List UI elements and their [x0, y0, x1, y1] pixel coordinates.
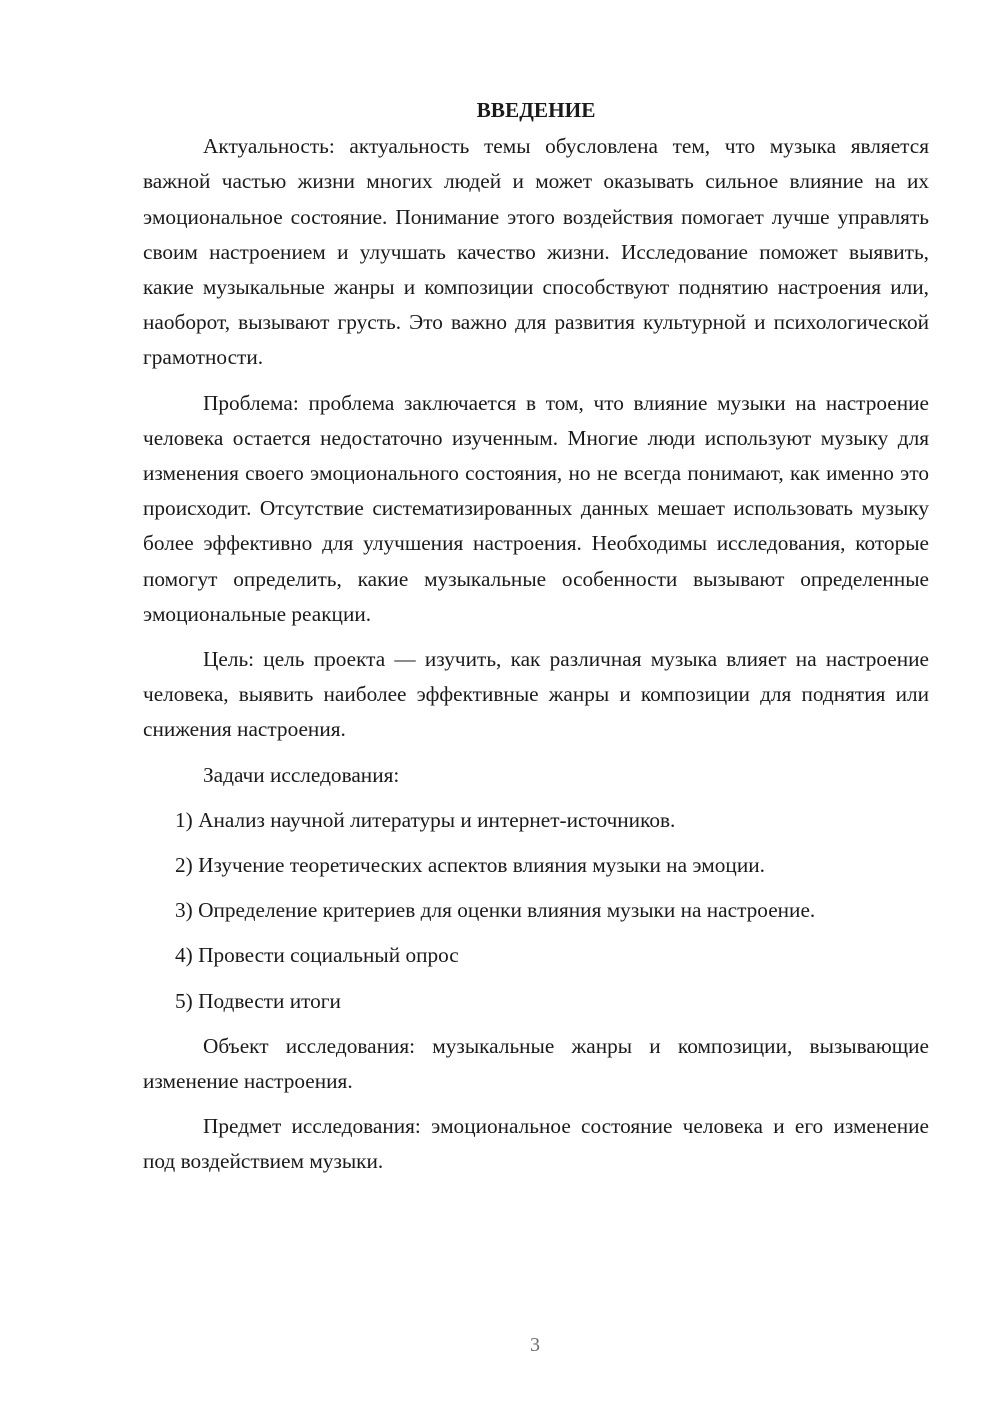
task-item: 4) Провести социальный опрос: [175, 943, 459, 968]
goal-paragraph: Цель: цель проекта — изучить, как различная музыка влияет на настроение человека, выявить наиболее эффективные жанры и композиции для поднятия или снижения настроения.: [143, 647, 929, 742]
page-number: 3: [530, 1334, 540, 1356]
tasks-heading: Задачи исследования:: [203, 762, 400, 787]
section-title: ВВЕДЕНИЕ: [476, 98, 596, 122]
task-item: 1) Анализ научной литературы и интернет-источников.: [175, 807, 676, 832]
object-paragraph: Объект исследования: музыкальные жанры и композиции, вызывающие изменение настроения.: [143, 1033, 929, 1094]
relevance-paragraph: Актуальность: актуальность темы обусловлена тем, что музыка является важной частью жизни многих людей и может оказывать сильное влияние на их эмоциональное состояние. Понимание этого воздействия помогает лучше управлять своим настроением и улучшать качество жизни. Исследование поможет выявить, какие музыкальные жанры и композиции способствуют поднятию настроения или, наоборот, вызывают грусть. Это важно для развития культурной и психологической грамотности.: [143, 134, 929, 370]
tasks-list: [143, 803, 929, 1019]
task-item: 2) Изучение теоретических аспектов влияния музыки на эмоции.: [175, 853, 765, 878]
problem-paragraph: Проблема: проблема заключается в том, что влияние музыки на настроение человека остается недостаточно изученным. Многие люди используют музыку для изменения своего эмоционального состояния, но не всегда понимают, как именно это происходит. Отсутствие систематизированных данных мешает использовать музыку более эффективно для улучшения настроения. Необходимы исследования, которые помогут определить, какие музыкальные особенности вызывают определенные эмоциональные реакции.: [143, 390, 929, 626]
document-page: [143, 93, 929, 1190]
task-item: 5) Подвести итоги: [175, 988, 341, 1013]
task-item: 3) Определение критериев для оценки влияния музыки на настроение.: [175, 898, 816, 923]
subject-paragraph: Предмет исследования: эмоциональное состояние человека и его изменение под воздействием музыки.: [143, 1114, 929, 1174]
